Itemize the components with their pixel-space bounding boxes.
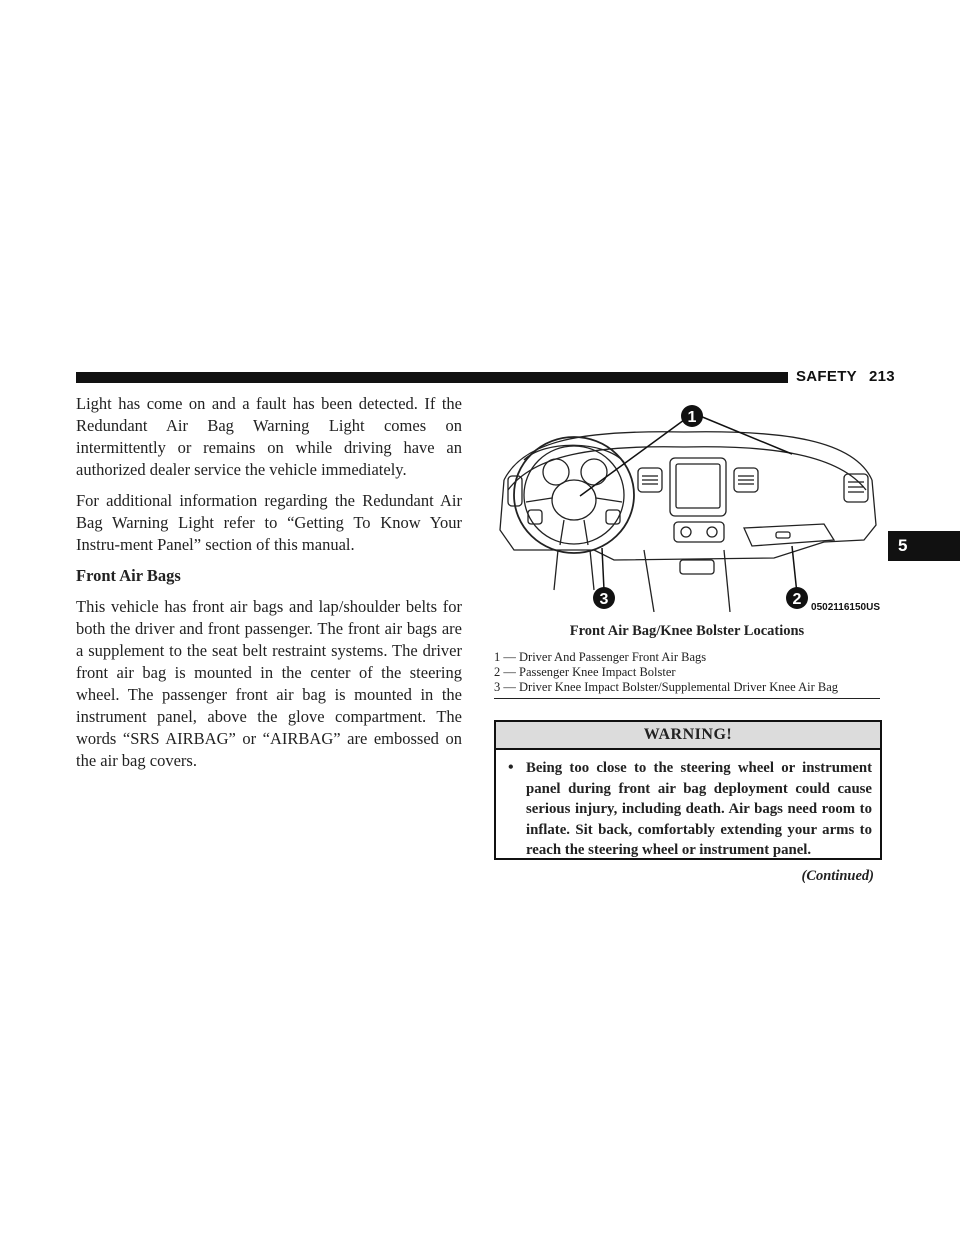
leader-line-2: [792, 546, 797, 594]
driver-airbag-hub: [552, 480, 596, 520]
leader-line-1a: [580, 420, 684, 496]
body-paragraph: Light has come on and a fault has been detected. If the Redundant Air Bag Warning Light comes on intermittently or remains on while driving have an authorized dealer service the vehicle immediately.: [76, 394, 462, 479]
left-column: [76, 393, 462, 781]
legend-item: 3 — Driver Knee Impact Bolster/Supplemental Driver Knee Air Bag: [494, 680, 839, 694]
page-number: 213: [868, 368, 895, 385]
callout-1-label: 1: [687, 409, 697, 426]
section-heading: Front Air Bags: [76, 566, 181, 585]
body-paragraph: This vehicle has front air bags and lap/shoulder belts for both the driver and front passenger. The front air bags are a supplement to the seat belt restraint systems. The driver front air bag is mounted in the center of the steering wheel. The passenger front air bag is mounted in the instrument panel, above the glove compartment. The words “SRS AIRBAG” or “AIRBAG” are embossed on the air bag covers.: [76, 597, 462, 770]
continued-label: (Continued): [801, 868, 874, 884]
warning-title: WARNING!: [496, 722, 880, 750]
figure-code: 0502116150US: [811, 602, 880, 612]
warning-body: [496, 750, 880, 861]
bullet-icon: •: [508, 759, 514, 776]
callout-2-label: 2: [792, 591, 802, 608]
legend-rule: [494, 698, 880, 699]
header-rule: [76, 372, 788, 383]
figure-legend: [494, 650, 886, 695]
infotainment-screen: [670, 458, 726, 516]
legend-item: 2 — Passenger Knee Impact Bolster: [494, 665, 676, 679]
dashboard-illustration: [494, 400, 880, 612]
chapter-tab: 5: [888, 531, 960, 561]
legend-item: 1 — Driver And Passenger Front Air Bags: [494, 650, 707, 664]
figure-caption: Front Air Bag/Knee Bolster Locations: [569, 623, 805, 639]
section-title: SAFETY: [796, 368, 857, 385]
warning-text: Being too close to the steering wheel or instrument panel during front air bag deployment could cause serious injury, including death. Air bags need room to inflate. Sit back, comfortably extending your arms to reach the steering wheel or instrument panel.: [526, 760, 872, 858]
callout-3-label: 3: [599, 591, 609, 608]
warning-box: [494, 720, 882, 860]
page-header: [796, 368, 895, 385]
body-paragraph: For additional information regarding the Redundant Air Bag Warning Light refer to “Getting To Know Your Instru-ment Panel” section of this manual.: [76, 491, 462, 554]
